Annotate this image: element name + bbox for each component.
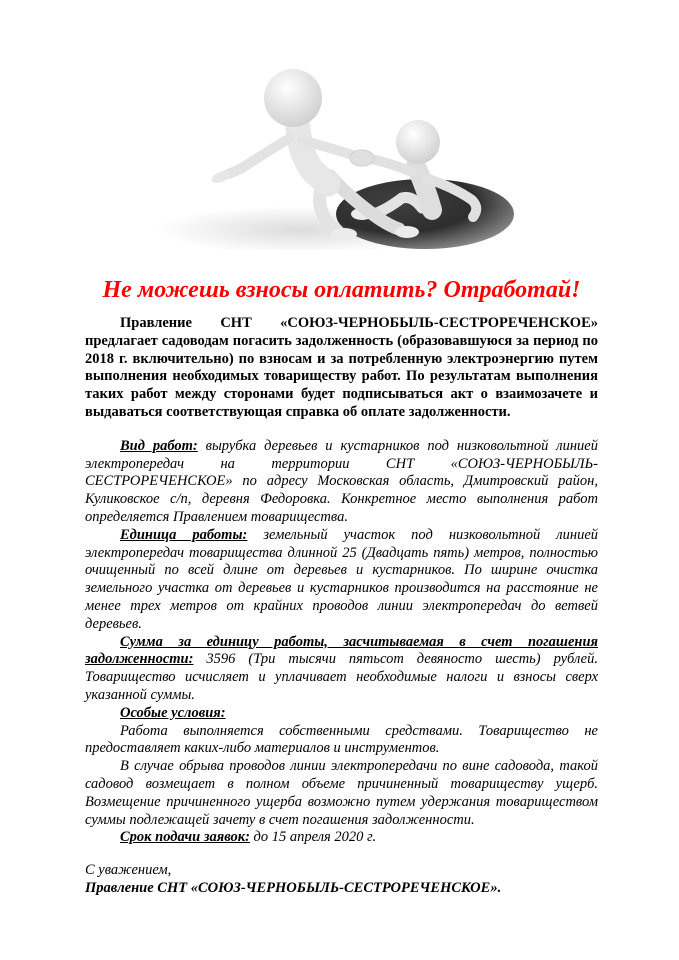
section-summa	[85, 634, 598, 705]
section-heading-summa: Сумма за единицу работы, засчитываемая в счет погашения задолженности:	[85, 633, 598, 668]
blank-line	[85, 847, 598, 861]
signature-greeting: С уважением,	[85, 862, 172, 879]
section-edinitsa-raboty	[85, 527, 598, 634]
section-body-vid-rabot: вырубка деревьев и кустарников под низковольтной линией электропередач на территории СНТ «СОЮЗ-ЧЕРНОБЫЛЬ-СЕСТРОРЕЧЕНСКОЕ» по адресу Московская область, Дмитровский район, Куликовское с/п, деревня Федоровка. Конкретное место выполнения работ определяется Правлением товарищества.	[85, 437, 598, 525]
section-vid-rabot	[85, 438, 598, 527]
falling-figure-head	[396, 120, 440, 164]
section-body-edinitsa: земельный участок под низковольтной линией электропередач товарищества длинной 25 (Двадцать пять) метров, полностью очищенный по всей длине от деревьев и кустарников. По ширине очистка земельного участка от деревьев и кустарников производится на расстояние не менее трех метров от крайних проводов линии электропередач до ветвей деревьев.	[85, 526, 599, 632]
helping-hand-illustration	[150, 38, 540, 250]
section-osobye-heading: Особые условия:	[120, 704, 226, 721]
blank-line	[85, 422, 598, 438]
section-osobye-paragraph-1: Работа выполняется собственными средствами. Товарищество не предоставляет каких-либо материалов и инструментов.	[85, 722, 598, 757]
section-heading-edinitsa: Единица работы:	[120, 526, 248, 543]
section-srok	[85, 829, 598, 847]
page-title: Не можешь взносы оплатить? Отработай!	[102, 277, 581, 303]
section-heading-srok: Срок подачи заявок:	[120, 829, 250, 846]
helper-figure-head	[264, 69, 322, 127]
intro-paragraph: Правление СНТ «СОЮЗ-ЧЕРНОБЫЛЬ-СЕСТРОРЕЧЕНСКОЕ» предлагает садоводам погасить задолженность (образовавшуюся за период по 2018 г. включительно) по взносам и за потребленную электроэнергию путем выполнения необходимых товариществу работ. По результатам выполнения таких работ между сторонами будет подписываться акт о взаимозачете и выдаваться соответствующая справка об оплате задолженности.	[85, 315, 598, 420]
section-osobye-paragraph-2: В случае обрыва проводов линии электропередачи по вине садовода, такой садовод возмещает в полном объеме причиненный товариществу ущерб. Возмещение причиненного ущерба возможно путем удержания товариществом суммы подлежащей зачету в счет погашения задолженности.	[85, 758, 598, 828]
section-heading-vid-rabot: Вид работ:	[120, 437, 198, 454]
section-body-summa: 3596 (Три тысячи пятьсот девяносто шесть) рублей. Товарищество исчисляет и уплачивает необходимые налоги и взносы сверх указанной суммы.	[85, 651, 598, 703]
section-body-srok: до 15 апреля 2020 г.	[253, 829, 377, 846]
signature-author: Правление СНТ «СОЮЗ-ЧЕРНОБЫЛЬ-СЕСТРОРЕЧЕНСКОЕ».	[85, 880, 502, 897]
handshake	[350, 150, 374, 166]
